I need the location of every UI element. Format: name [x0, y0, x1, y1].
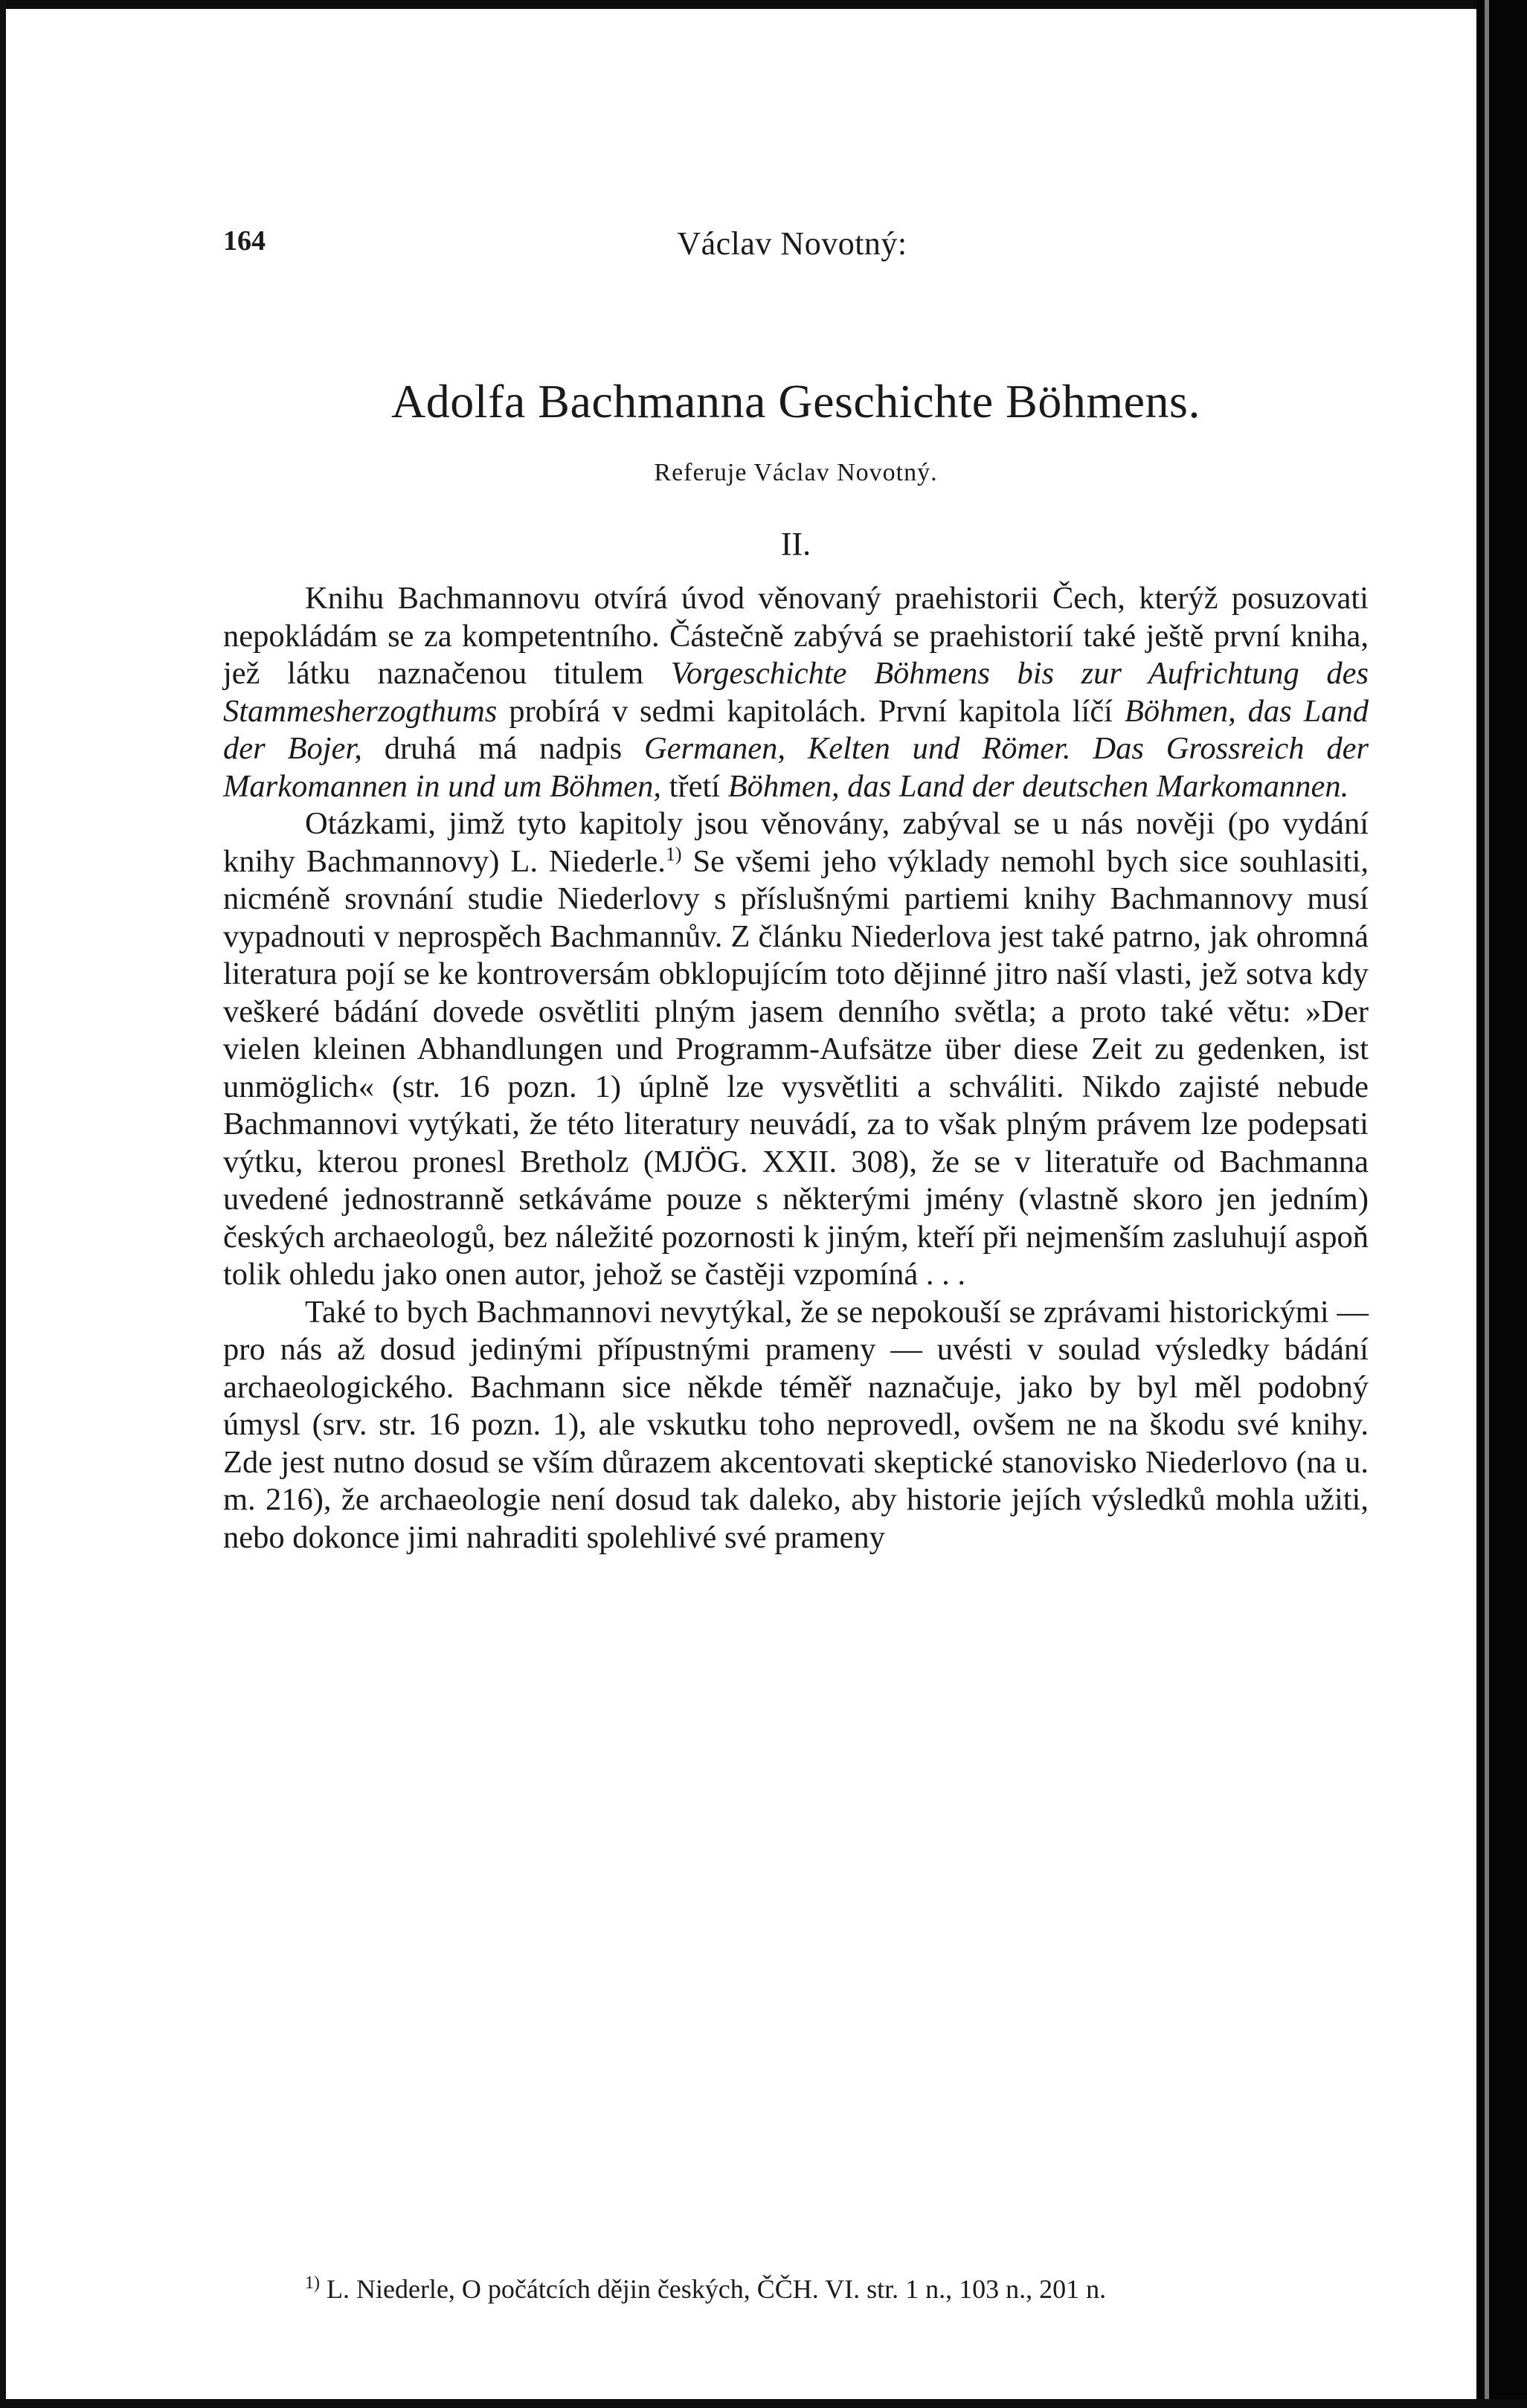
p1-italic-chapter-1: Böhmen, das Land der Bojer,	[223, 693, 1369, 766]
scan-border-right-line	[1485, 0, 1489, 2408]
scan-border-top	[0, 0, 1527, 9]
p1-text-e: druhá má nadpis	[361, 731, 644, 766]
article-title: Adolfa Bachmanna Geschichte Böhmens.	[391, 375, 1200, 428]
running-head	[223, 225, 1361, 269]
p1-italic-title: Vorgeschichte Böhmens bis zur Aufrichtung des Stammesherzogthums	[223, 656, 1369, 729]
footnote-mark: 1)	[305, 2273, 320, 2293]
footnote-text: L. Niederle, O počátcích dějin českých, ČČH. VI. str. 1 n., 103 n., 201 n.	[320, 2274, 1107, 2304]
p1-text-c: probírá v sedmi kapitolách. První kapitola líčí	[497, 693, 1125, 729]
section-number: II.	[780, 526, 811, 562]
footnote-1	[223, 2270, 1369, 2308]
scan-border-bottom	[0, 2399, 1527, 2408]
scan-border-left	[0, 0, 6, 2408]
body-text	[223, 580, 1369, 1556]
footnotes	[223, 2270, 1369, 2308]
p1-text-a: Knihu Bachmannovu otvírá úvod věnovaný praehistorii Čech, kterýž posuzovati nepokládám se za kompetentního. Částečně zabývá se praehistorií také ještě první kniha, jež látku naznačenou titulem	[223, 581, 1369, 691]
footnote-reference[interactable]: 1)	[665, 843, 682, 865]
p2-text-a: Otázkami, jimž tyto kapitoly jsou věnovány, zabýval se u nás nověji (po vydání knihy Bachmannovy) L. Niederle.	[223, 806, 1369, 879]
p2-text-b: Se všemi jeho výklady nemohl bych sice souhlasiti, nicméně srovnání studie Niederlovy s příslušnými partiemi knihy Bachmannovy musí vypadnouti v neprospěch Bachmannův. Z článku Niederlova jest také patrno, jak ohromná literatura pojí se ke kontroversám obklopujícím toto dějinné jitro naší vlasti, jež sotva kdy veškeré bádání dovede osvětliti plným jasem denního světla; a proto také větu: »Der vielen kleinen Abhandlungen und Programm-Aufsätze über diese Zeit zu gedenken, ist unmöglich« (str. 16 pozn. 1) úplně lze vysvětliti a schváliti. Nikdo zajisté nebude Bachmannovi vytýkati, že této literatury neuvádí, za to však plným právem lze podepsati výtku, kterou pronesl Bretholz (MJÖG. XXII. 308), že se v literatuře od Bachmanna uvedené jednostranně setkáváme pouze s některými jmény (vlastně skoro jen jedním) českých archaeologů, bez náležité pozornosti k jiným, kteří při nejmenším zasluhují aspoň tolik ohledu jako onen autor, jehož se častěji vzpomíná . . .	[223, 843, 1369, 1292]
running-author: Václav Novotný:	[677, 225, 907, 262]
p1-italic-chapter-2: Germanen, Kelten und Römer. Das Grossreich der Markomannen in und um Böhmen,	[223, 731, 1369, 804]
paragraph-2	[223, 805, 1369, 1294]
paragraph-3: Také to bych Bachmannovi nevytýkal, že se nepokouší se zprávami historickými — pro nás až dosud jedinými přípustnými prameny — uvésti v soulad výsledky bádání archaeologického. Bachmann sice někde téměř naznačuje, jako by byl měl podobný úmysl (srv. str. 16 pozn. 1), ale vskutku toho neprovedl, ovšem ne na škodu své knihy. Zde jest nutno dosud se vším důrazem akcentovati skeptické stanovisko Niederlovo (na u. m. 216), že archaeologie není dosud tak daleko, aby historie jejích výsledků mohla užiti, nebo dokonce jimi nahraditi spolehlivé své prameny	[223, 1294, 1369, 1555]
p1-italic-chapter-3: Böhmen, das Land der deutschen Markomannen.	[727, 768, 1349, 804]
paragraph-1	[223, 580, 1369, 805]
p1-text-g: třetí	[661, 768, 728, 804]
page-number: 164	[223, 225, 266, 257]
byline: Referuje Václav Novotný.	[654, 459, 938, 486]
